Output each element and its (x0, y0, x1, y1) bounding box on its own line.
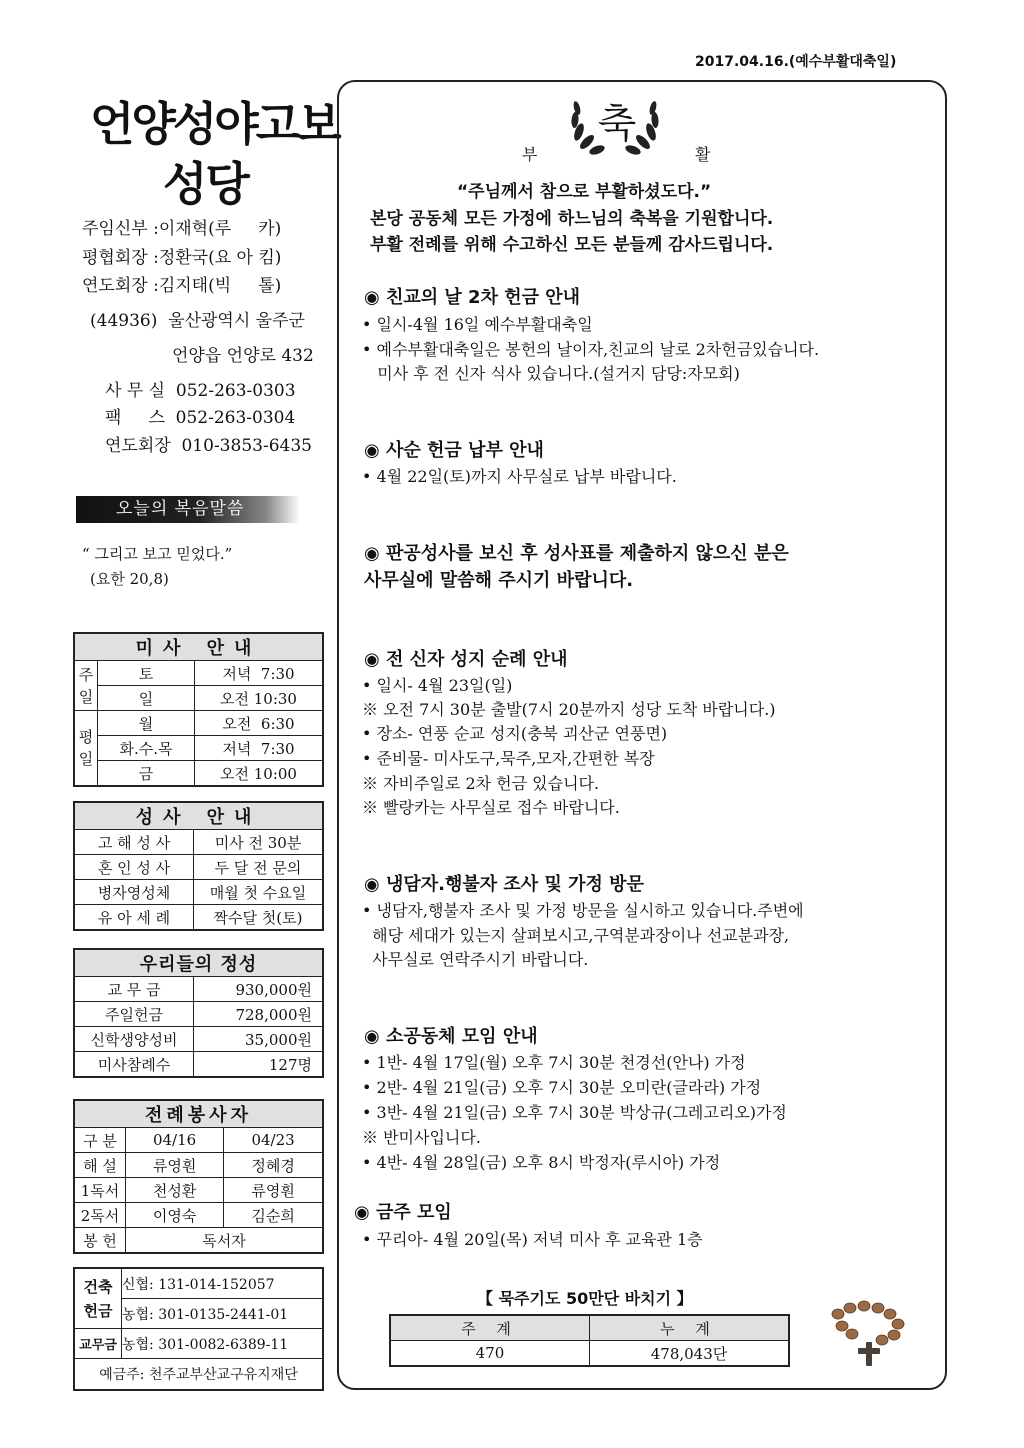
section-line: • 준비물- 미사도구,묵주,모자,간편한 복장 (362, 749, 655, 768)
section-title-lapsed-survey: ◉ 냉담자.행불자 조사 및 가정 방문 (364, 874, 644, 895)
sacrament-info: 매월 첫 수요일 (194, 880, 324, 905)
mass-sunday-label: 주 일 (74, 661, 98, 711)
account-number: 농협: 301-0135-2441-01 (122, 1299, 324, 1329)
server-name: 정혜경 (224, 1153, 323, 1178)
account-holder: 예금주: 천주교부산교구유지재단 (74, 1359, 323, 1391)
mass-weekday-label: 평 일 (74, 711, 98, 787)
rosary-header: 주 계 (390, 1315, 590, 1341)
greeting-line-2: 본당 공동체 모든 가정에 하느님의 축복을 기원합니다. (370, 209, 774, 229)
sacrament-name: 병자영성체 (74, 880, 194, 905)
emblem-character: 축 (597, 101, 637, 147)
mass-time: 오전 6:30 (195, 711, 324, 736)
sacrament-info: 짝수달 첫(토) (194, 905, 324, 931)
server-role: 1독서 (74, 1178, 126, 1203)
server-name: 천성환 (126, 1178, 224, 1203)
building-fund-label: 건축 헌금 (74, 1268, 122, 1329)
info-priest: 주임신부 :이재혁(루 카) (82, 219, 282, 239)
dues-label: 교무금 (74, 1329, 122, 1359)
mass-time: 오전 10:00 (195, 761, 324, 787)
servers-header: 04/23 (224, 1128, 323, 1153)
server-name: 류영훤 (224, 1178, 323, 1203)
mass-day: 토 (98, 661, 195, 686)
section-line: ※ 오전 7시 30분 출발(7시 20분까지 성당 도착 바랍니다.) (362, 700, 776, 719)
section-line: • 1반- 4월 17일(월) 오후 7시 30분 천경선(안나) 가정 (362, 1053, 746, 1072)
section-line: ※ 반미사입니다. (362, 1128, 481, 1147)
offering-amount: 35,000원 (194, 1027, 324, 1052)
rosary-total-count: 478,043단 (590, 1341, 790, 1367)
servers-header: 04/16 (126, 1128, 224, 1153)
mass-day: 금 (98, 761, 195, 787)
mass-day: 일 (98, 686, 195, 711)
offering-amount: 728,000원 (194, 1002, 324, 1027)
account-number: 신협: 131-014-152057 (122, 1268, 324, 1299)
section-line: • 3반- 4월 21일(금) 오후 7시 30분 박상규(그레고리오)가정 (362, 1103, 787, 1122)
mass-day: 화.수.목 (98, 736, 195, 761)
sacrament-name: 고 해 성 사 (74, 830, 194, 855)
section-title-pilgrimage: ◉ 전 신자 성지 순례 안내 (364, 649, 568, 670)
account-number: 농협: 301-0082-6389-11 (122, 1329, 324, 1359)
server-name: 류영훤 (126, 1153, 224, 1178)
parish-title-2: 성당 (163, 157, 248, 211)
sacrament-table (73, 801, 324, 931)
server-name: 독서자 (126, 1228, 324, 1254)
info-office-phone: 사 무 실 052-263-0303 (105, 381, 296, 401)
offering-name: 신학생양성비 (74, 1027, 194, 1052)
info-yeondo-phone: 연도회장 010-3853-6435 (105, 436, 312, 456)
server-name: 김순희 (224, 1203, 323, 1228)
server-role: 2독서 (74, 1203, 126, 1228)
info-fax: 팩 스 052-263-0304 (105, 408, 296, 428)
servers-table-title: 전례봉사자 (74, 1100, 323, 1128)
accounts-table (73, 1267, 324, 1391)
section-line: • 일시-4월 16일 예수부활대축일 (362, 315, 593, 334)
gospel-header: 오늘의 복음말씀 (76, 496, 300, 523)
section-title-weekly-meeting: ◉ 금주 모임 (354, 1202, 452, 1223)
sacrament-name: 혼 인 성 사 (74, 855, 194, 880)
info-council-president: 평협회장 :정환국(요 아 킴) (82, 248, 282, 268)
sacrament-info: 두 달 전 문의 (194, 855, 324, 880)
section-line: • 예수부활대축일은 봉헌의 날이자,친교의 날로 2차헌금있습니다. (362, 340, 820, 359)
info-yeondo-president: 연도회장 :김지태(빅 톨) (82, 276, 282, 296)
section-title-confession-card: ◉ 판공성사를 보신 후 성사표를 제출하지 않으신 분은 (364, 543, 789, 564)
section-line: 해당 세대가 있는지 살펴보시고,구역분과장이나 선교분과장, (362, 926, 790, 945)
offering-amount: 930,000원 (194, 977, 324, 1002)
greeting-line-1: “주님께서 참으로 부활하셨도다.” (457, 182, 712, 202)
offering-table (73, 948, 324, 1078)
parish-title: 언양성야고보 (90, 97, 339, 151)
section-line: • 2반- 4월 21일(금) 오후 7시 30분 오미란(글라라) 가정 (362, 1078, 762, 1097)
greeting-line-3: 부활 전례를 위해 수고하신 모든 분들께 감사드립니다. (370, 235, 774, 255)
section-line: • 4반- 4월 28일(금) 오후 8시 박정자(루시아) 가정 (362, 1153, 721, 1172)
section-line: • 장소- 연풍 순교 성지(충북 괴산군 연풍면) (362, 724, 668, 743)
sacrament-table-title: 성사 안내 (74, 802, 323, 830)
mass-time: 저녁 7:30 (195, 661, 324, 686)
offering-name: 교 무 금 (74, 977, 194, 1002)
section-line: • 꾸리아- 4월 20일(목) 저녁 미사 후 교육관 1층 (362, 1230, 703, 1249)
gospel-reference: (요한 20,8) (90, 570, 169, 588)
section-line: 미사 후 전 신자 식사 있습니다.(설거지 담당:자모회) (362, 364, 740, 383)
info-address-2: 언양읍 언양로 432 (172, 346, 314, 366)
section-title-small-community: ◉ 소공동체 모임 안내 (364, 1026, 538, 1047)
mass-table-title: 미사 안내 (74, 633, 323, 661)
section-line: 사무실로 연락주시기 바랍니다. (362, 950, 589, 969)
mass-time: 저녁 7:30 (195, 736, 324, 761)
mass-day: 월 (98, 711, 195, 736)
offering-name: 미사참례수 (74, 1052, 194, 1078)
section-title-fellowship-offering: ◉ 친교의 날 2차 헌금 안내 (364, 287, 581, 308)
section-line: ※ 자비주일로 2차 헌금 있습니다. (362, 774, 600, 793)
rosary-weekly-count: 470 (390, 1341, 590, 1367)
info-address-1: (44936) 울산광역시 울주군 (90, 311, 305, 331)
rosary-title: 【 묵주기도 50만단 바치기 】 (477, 1289, 693, 1308)
emblem-right-char: 활 (695, 145, 711, 164)
server-role: 해 설 (74, 1153, 126, 1178)
rosary-header: 누 계 (590, 1315, 790, 1341)
rosary-table (389, 1314, 790, 1367)
section-line: • 냉담자,행불자 조사 및 가정 방문을 실시하고 있습니다.주변에 (362, 901, 804, 920)
sacrament-info: 미사 전 30분 (194, 830, 324, 855)
section-line: • 일시- 4월 23일(일) (362, 676, 513, 695)
liturgy-servers-table (73, 1099, 324, 1254)
offering-name: 주일헌금 (74, 1002, 194, 1027)
server-name: 이영숙 (126, 1203, 224, 1228)
issue-date: 2017.04.16.(예수부활대축일) (695, 54, 897, 70)
gospel-quote: “ 그리고 보고 믿었다.” (82, 545, 233, 563)
mass-schedule-table (73, 632, 324, 787)
offering-amount: 127명 (194, 1052, 324, 1078)
sacrament-name: 유 아 세 례 (74, 905, 194, 931)
section-line: ※ 빨랑카는 사무실로 접수 바랍니다. (362, 798, 620, 817)
server-role: 봉 헌 (74, 1228, 126, 1254)
section-title-confession-card-2: 사무실에 말씀해 주시기 바랍니다. (364, 570, 634, 591)
emblem-left-char: 부 (522, 145, 538, 164)
section-title-lent-offering: ◉ 사순 헌금 납부 안내 (364, 440, 544, 461)
rosary-icon (828, 1300, 910, 1370)
mass-time: 오전 10:30 (195, 686, 324, 711)
section-line: • 4월 22일(토)까지 사무실로 납부 바랍니다. (362, 467, 677, 486)
servers-header: 구 분 (74, 1128, 126, 1153)
offering-table-title: 우리들의 정성 (74, 949, 323, 977)
